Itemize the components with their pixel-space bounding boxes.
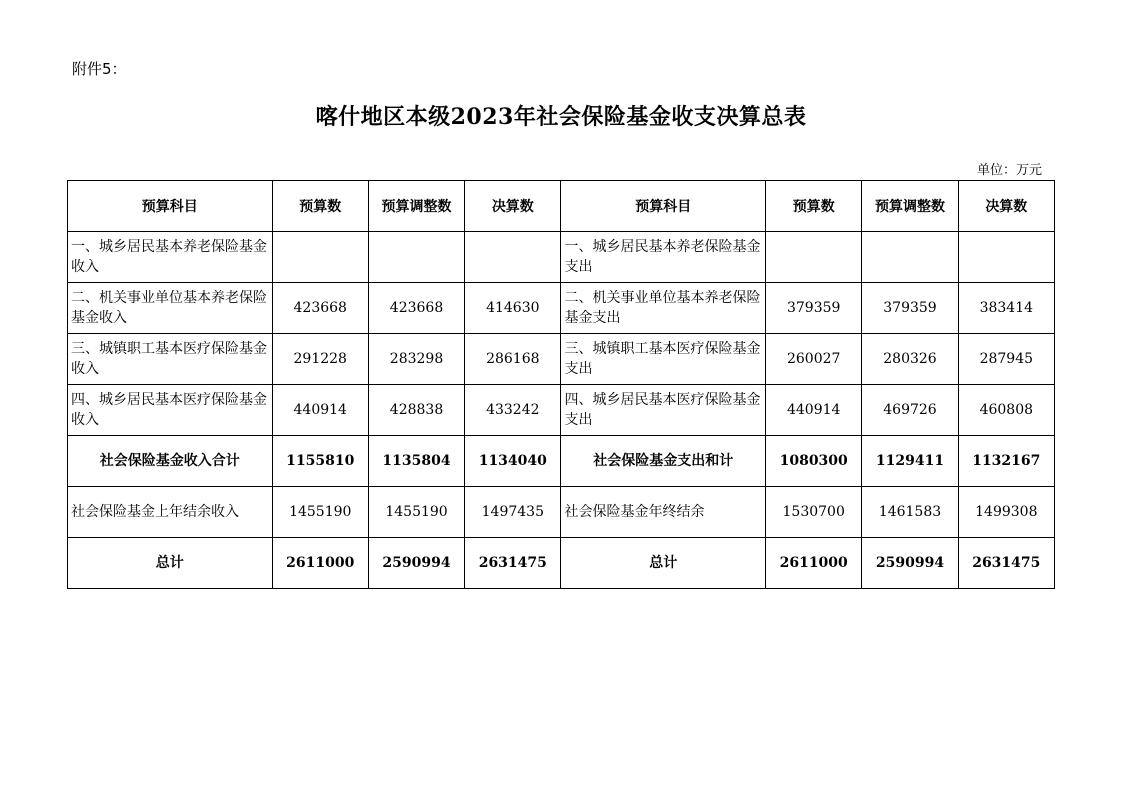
- income-adjusted-cell: 423668: [368, 283, 464, 334]
- expense-final-cell: 460808: [958, 385, 1054, 436]
- expense-item-name: 四、城乡居民基本医疗保险基金支出: [561, 385, 766, 436]
- expense-item-name: 一、城乡居民基本养老保险基金支出: [561, 232, 766, 283]
- income-budget-cell: 1455190: [272, 487, 368, 538]
- expense-final-cell: [958, 232, 1054, 283]
- unit-label: 单位：万元: [976, 163, 1042, 178]
- expense-final-cell: 2631475: [958, 538, 1054, 589]
- table-row: [68, 283, 1055, 334]
- expense-budget-cell: 1530700: [766, 487, 862, 538]
- header-cell: 预算调整数: [862, 181, 958, 232]
- income-final-cell: [465, 232, 561, 283]
- expense-adjusted-cell: 1129411: [862, 436, 958, 487]
- expense-budget-cell: 379359: [766, 283, 862, 334]
- income-item-name: 二、机关事业单位基本养老保险基金收入: [68, 283, 273, 334]
- expense-final-cell: 287945: [958, 334, 1054, 385]
- header-cell: 预算科目: [68, 181, 273, 232]
- table-header-row: [68, 181, 1055, 232]
- subtotal-row: [68, 436, 1055, 487]
- attachment-label: 附件5：: [72, 60, 127, 78]
- table-row: [68, 385, 1055, 436]
- income-final-cell: 1497435: [465, 487, 561, 538]
- income-budget-cell: 2611000: [272, 538, 368, 589]
- expense-final-cell: 1499308: [958, 487, 1054, 538]
- expense-total-label: 总计: [561, 538, 766, 589]
- income-adjusted-cell: 283298: [368, 334, 464, 385]
- income-budget-cell: [272, 232, 368, 283]
- expense-adjusted-cell: 2590994: [862, 538, 958, 589]
- header-cell: 预算科目: [561, 181, 766, 232]
- expense-final-cell: 383414: [958, 283, 1054, 334]
- income-adjusted-cell: 2590994: [368, 538, 464, 589]
- expense-item-name: 二、机关事业单位基本养老保险基金支出: [561, 283, 766, 334]
- expense-adjusted-cell: 1461583: [862, 487, 958, 538]
- table-row: [68, 334, 1055, 385]
- expense-adjusted-cell: 469726: [862, 385, 958, 436]
- header-cell: 决算数: [465, 181, 561, 232]
- expense-budget-cell: 1080300: [766, 436, 862, 487]
- income-adjusted-cell: [368, 232, 464, 283]
- header-cell: 预算调整数: [368, 181, 464, 232]
- header-cell: 预算数: [766, 181, 862, 232]
- income-subtotal-label: 社会保险基金收入合计: [68, 436, 273, 487]
- expense-adjusted-cell: 379359: [862, 283, 958, 334]
- income-budget-cell: 1155810: [272, 436, 368, 487]
- income-final-cell: 286168: [465, 334, 561, 385]
- income-total-label: 总计: [68, 538, 273, 589]
- income-budget-cell: 291228: [272, 334, 368, 385]
- income-item-name: 三、城镇职工基本医疗保险基金收入: [68, 334, 273, 385]
- income-item-name: 社会保险基金上年结余收入: [68, 487, 273, 538]
- expense-budget-cell: [766, 232, 862, 283]
- income-adjusted-cell: 1455190: [368, 487, 464, 538]
- total-row: [68, 538, 1055, 589]
- expense-budget-cell: 260027: [766, 334, 862, 385]
- income-final-cell: 2631475: [465, 538, 561, 589]
- income-adjusted-cell: 1135804: [368, 436, 464, 487]
- page-title: 喀什地区本级2023年社会保险基金收支决算总表: [315, 104, 807, 130]
- expense-budget-cell: 2611000: [766, 538, 862, 589]
- expense-budget-cell: 440914: [766, 385, 862, 436]
- expense-subtotal-label: 社会保险基金支出和计: [561, 436, 766, 487]
- table-row: [68, 487, 1055, 538]
- income-final-cell: 414630: [465, 283, 561, 334]
- expense-final-cell: 1132167: [958, 436, 1054, 487]
- expense-item-name: 社会保险基金年终结余: [561, 487, 766, 538]
- expense-adjusted-cell: [862, 232, 958, 283]
- income-item-name: 一、城乡居民基本养老保险基金收入: [68, 232, 273, 283]
- income-item-name: 四、城乡居民基本医疗保险基金收入: [68, 385, 273, 436]
- budget-table: [67, 180, 1055, 589]
- income-budget-cell: 440914: [272, 385, 368, 436]
- header-cell: 预算数: [272, 181, 368, 232]
- income-budget-cell: 423668: [272, 283, 368, 334]
- table-row: [68, 232, 1055, 283]
- income-final-cell: 433242: [465, 385, 561, 436]
- header-cell: 决算数: [958, 181, 1054, 232]
- expense-adjusted-cell: 280326: [862, 334, 958, 385]
- income-final-cell: 1134040: [465, 436, 561, 487]
- income-adjusted-cell: 428838: [368, 385, 464, 436]
- expense-item-name: 三、城镇职工基本医疗保险基金支出: [561, 334, 766, 385]
